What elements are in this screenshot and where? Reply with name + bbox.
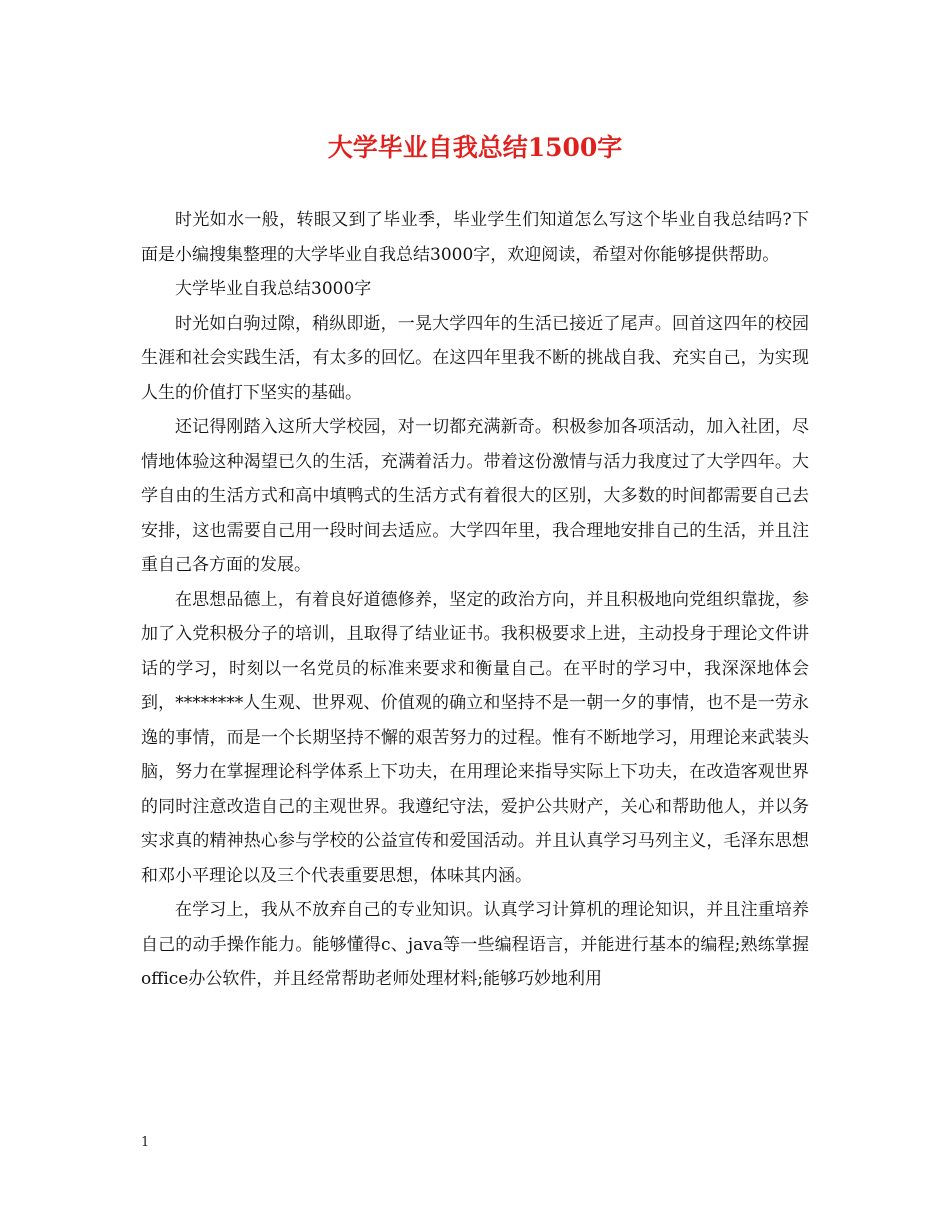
paragraph-study: 在学习上，我从不放弃自己的专业知识。认真学习计算机的理论知识，并且注重培养自己的动手操作能力。能够懂得c、java等一些编程语言，并能进行基本的编程;熟练掌握office办公软件，并且经常帮助老师处理材料;能够巧妙地利用 [141, 900, 809, 989]
paragraph-reflection: 时光如白驹过隙，稍纵即逝，一晃大学四年的生活已接近了尾声。回首这四年的校园生涯和社会实践生活，有太多的回忆。在这四年里我不断的挑战自我、充实自己，为实现人生的价值打下坚实的基础。 [141, 313, 809, 403]
paragraph-campus-life: 还记得刚踏入这所大学校园，对一切都充满新奇。积极参加各项活动，加入社团，尽情地体验这种渴望已久的生活，充满着活力。带着这份激情与活力我度过了大学四年。大学自由的生活方式和高中填鸭式的生活方式有着很大的区别，大多数的时间都需要自己去安排，这也需要自己用一段时间去适应。大学四年里，我合理地安排自己的生活，并且注重自己各方面的发展。 [141, 417, 809, 575]
paragraph-subheading: 大学毕业自我总结3000字 [175, 279, 372, 299]
document-body [141, 203, 809, 997]
paragraph-intro: 时光如水一般，转眼又到了毕业季，毕业学生们知道怎么写这个毕业自我总结吗?下面是小编搜集整理的大学毕业自我总结3000字，欢迎阅读，希望对你能够提供帮助。 [141, 210, 809, 265]
paragraph-ideology: 在思想品德上，有着良好道德修养，坚定的政治方向，并且积极地向党组织靠拢，参加了入党积极分子的培训，且取得了结业证书。我积极要求上进，主动投身于理论文件讲话的学习，时刻以一名党员的标准来要求和衡量自己。在平时的学习中，我深深地体会到，********人生观、世界观、价值观的确立和坚持不是一朝一夕的事情，也不是一劳永逸的事情，而是一个长期坚持不懈的艰苦努力的过程。惟有不断地学习，用理论来武装头脑，努力在掌握理论科学体系上下功夫，在用理论来指导实际上下功夫，在改造客观世界的同时注意改造自己的主观世界。我遵纪守法，爱护公共财产，关心和帮助他人，并以务实求真的精神热心参与学校的公益宣传和爱国活动。并且认真学习马列主义，毛泽东思想和邓小平理论以及三个代表重要思想，体味其内涵。 [141, 589, 809, 886]
page-number: 1 [141, 1135, 150, 1150]
document-title: 大学毕业自我总结1500字 [327, 133, 623, 162]
